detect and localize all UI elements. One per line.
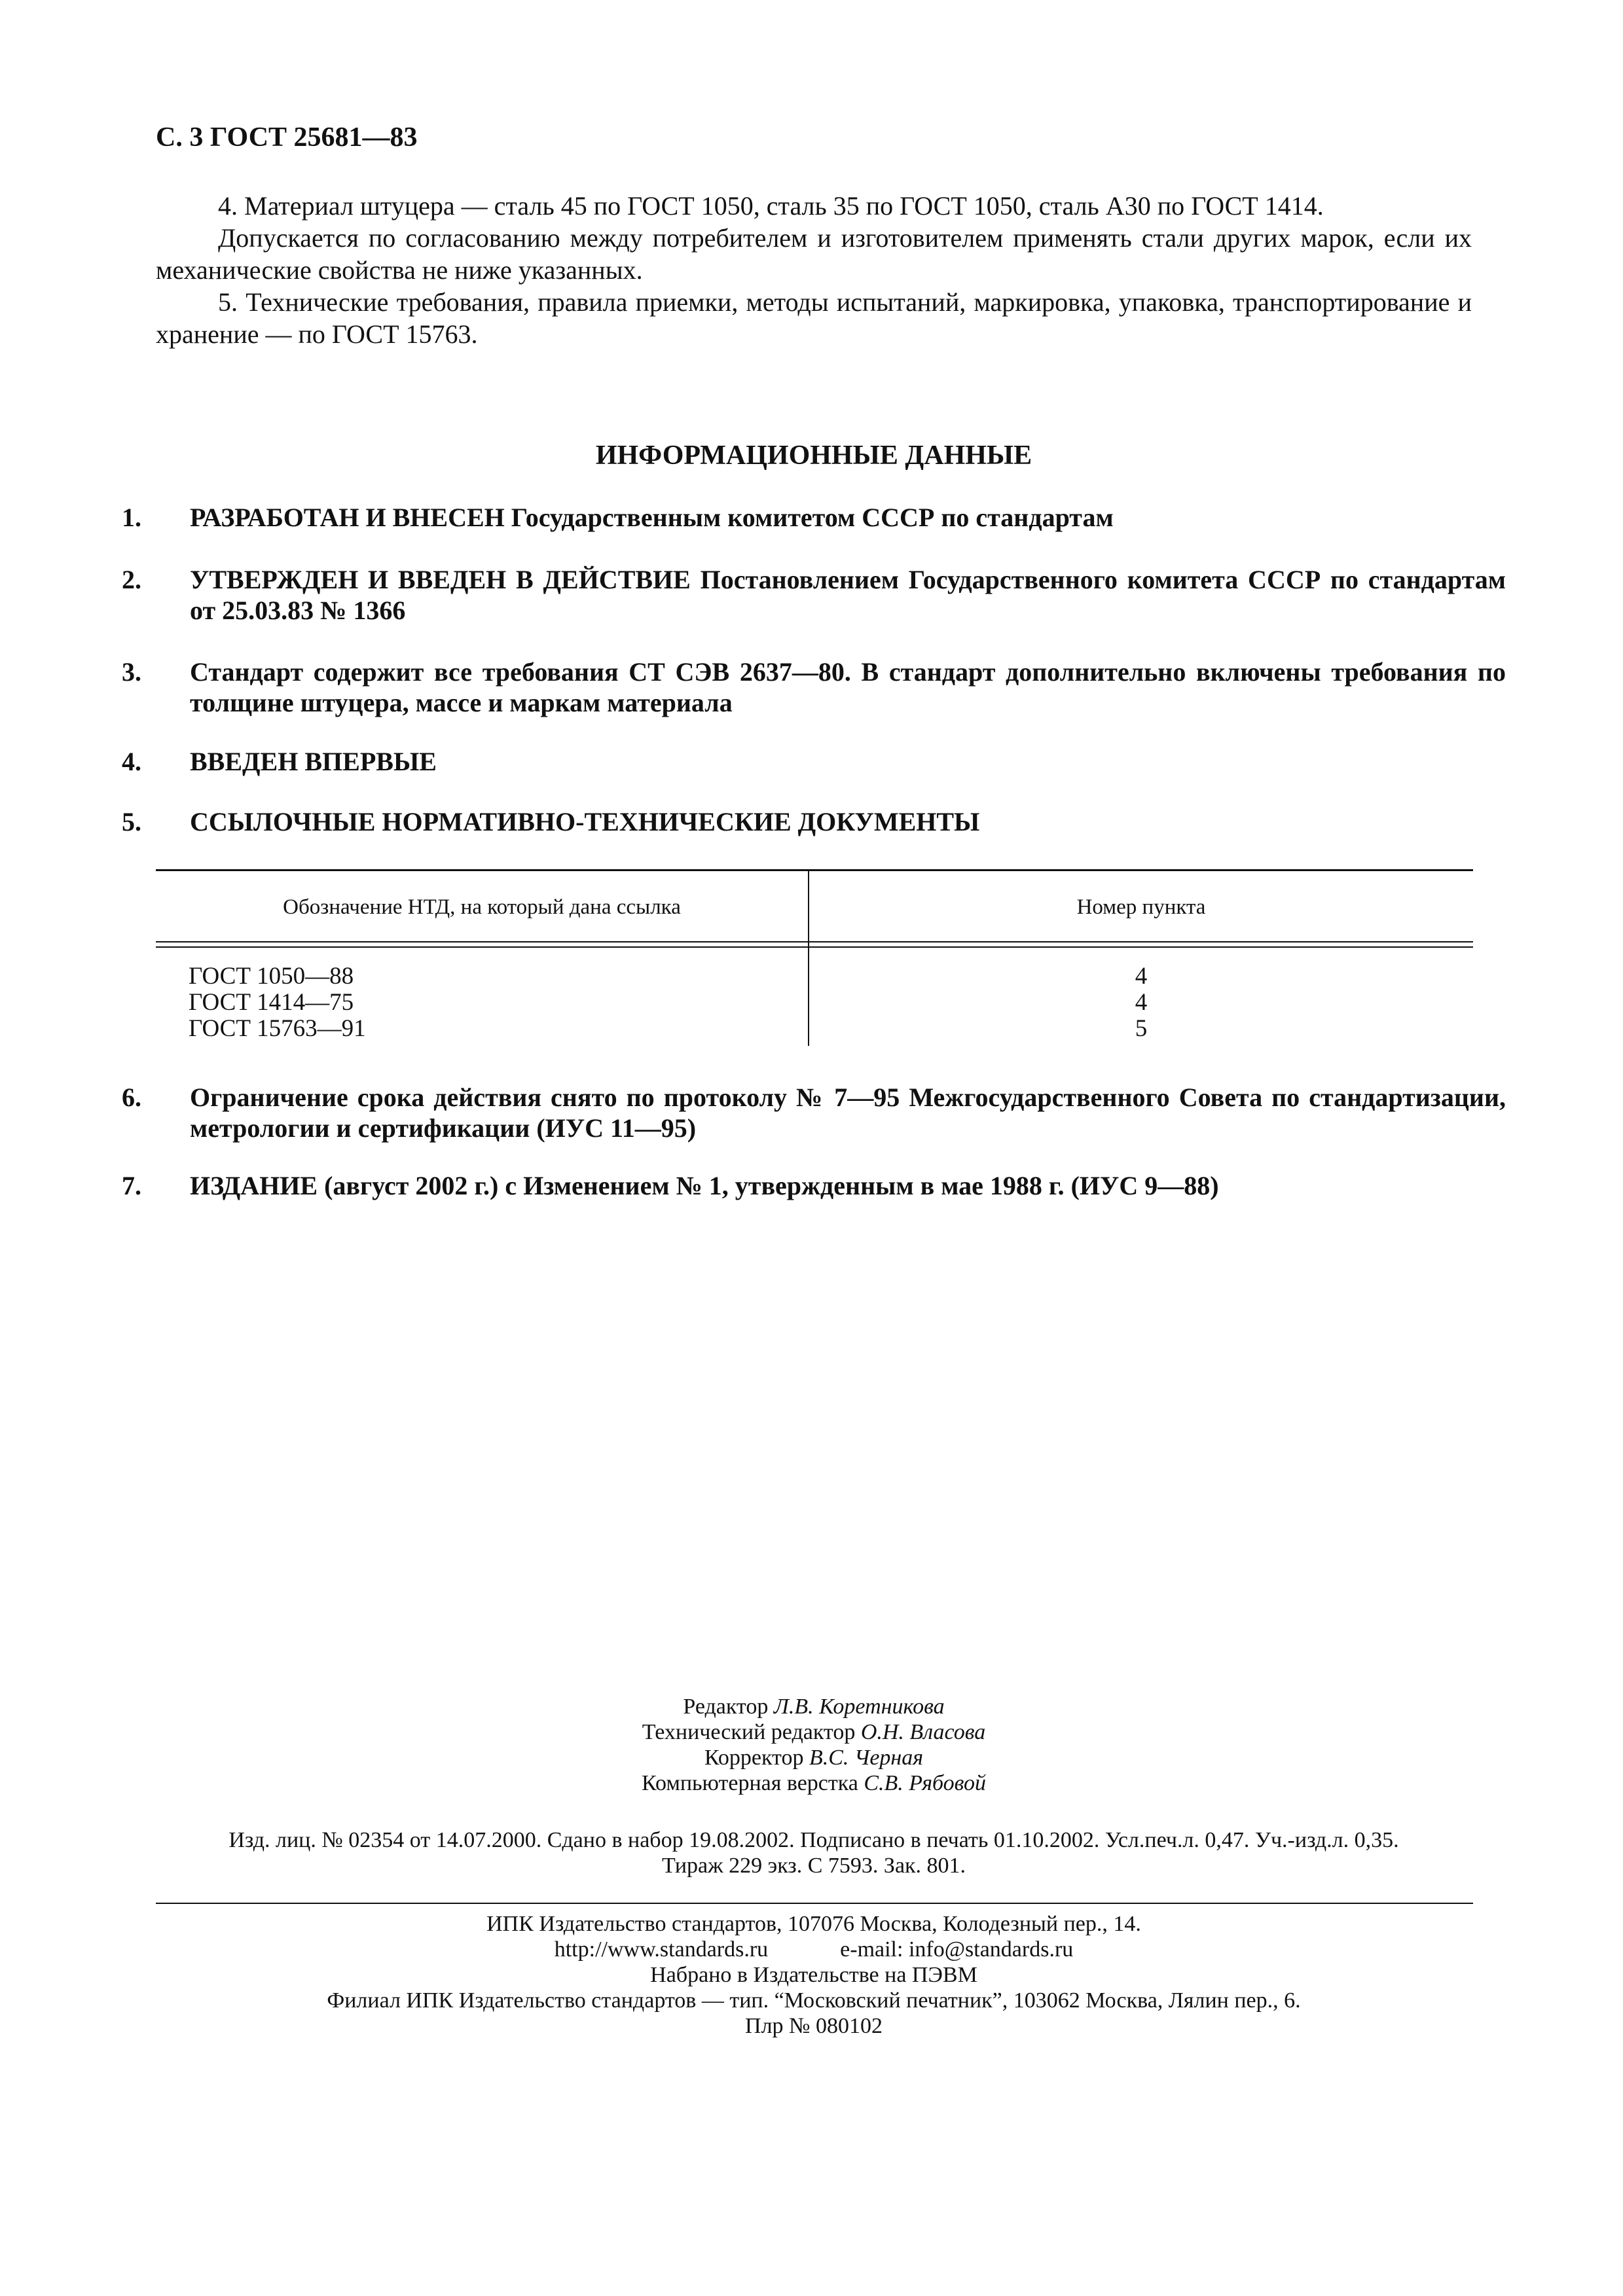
credit-editor bbox=[156, 1694, 1472, 1719]
credit-tech-editor bbox=[156, 1719, 1472, 1745]
info-item-number: 5. bbox=[122, 807, 141, 836]
credit-name: О.Н. Власова bbox=[860, 1720, 986, 1744]
publication-line: Тираж 229 экз. С 7593. Зак. 801. bbox=[661, 1854, 966, 1878]
info-item-5 bbox=[122, 806, 1506, 837]
info-item-text: ИЗДАНИЕ (август 2002 г.) с Изменением № 1, утвержденным в мае 1988 г. (ИУС 9—88) bbox=[190, 1171, 1219, 1200]
table-cell-clause: 4 bbox=[1135, 989, 1148, 1016]
publisher-line: Плр № 080102 bbox=[745, 2014, 883, 2038]
reference-table bbox=[156, 869, 1473, 1046]
table-cell-document: ГОСТ 1414—75 bbox=[189, 989, 354, 1016]
info-item-3 bbox=[122, 656, 1506, 718]
publication-line: Изд. лиц. № 02354 от 14.07.2000. Сдано в набор 19.08.2002. Подписано в печать 01.10.2002. Усл.печ.л. 0,47. Уч.-изд.л. 0,35. bbox=[228, 1828, 1399, 1852]
table-cell-clause: 4 bbox=[1135, 963, 1148, 990]
credit-role: Редактор bbox=[683, 1695, 769, 1719]
paragraph-5: 5. Технические требования, правила приемки, методы испытаний, маркировка, упаковка, транспортирование и хранение — по ГОСТ 15763. bbox=[156, 287, 1472, 349]
publisher-line: ИПК Издательство стандартов, 107076 Москва, Колодезный пер., 14. bbox=[486, 1912, 1141, 1936]
table-header-clause: Номер пункта bbox=[1076, 895, 1206, 919]
credit-role: Технический редактор bbox=[642, 1720, 856, 1744]
info-item-text: Ограничение срока действия снято по протоколу № 7—95 Межгосударственного Совета по стандартизации, метрологии и сертификации (ИУС 11—95) bbox=[190, 1083, 1506, 1143]
info-item-text: УТВЕРЖДЕН И ВВЕДЕН В ДЕЙСТВИЕ Постановлением Государственного комитета СССР по стандартам от 25.03.83 № 1366 bbox=[190, 565, 1506, 625]
credit-name: С.В. Рябовой bbox=[864, 1771, 986, 1795]
info-item-text: Стандарт содержит все требования СТ СЭВ 2637—80. В стандарт дополнительно включены требования по толщине штуцера, массе и маркам материала bbox=[190, 657, 1506, 717]
info-item-number: 7. bbox=[122, 1171, 141, 1200]
info-item-number: 2. bbox=[122, 565, 141, 594]
info-item-text: ССЫЛОЧНЫЕ НОРМАТИВНО-ТЕХНИЧЕСКИЕ ДОКУМЕНТЫ bbox=[190, 807, 980, 836]
table-header-document: Обозначение НТД, на который дана ссылка bbox=[283, 895, 681, 919]
table-rule bbox=[156, 869, 1473, 871]
table-column-documents bbox=[189, 963, 366, 1042]
info-item-1 bbox=[122, 502, 1506, 533]
info-item-number: 6. bbox=[122, 1083, 141, 1112]
info-item-4 bbox=[122, 746, 1506, 777]
credit-role: Компьютерная верстка bbox=[641, 1771, 858, 1795]
info-item-text: ВВЕДЕН ВПЕРВЫЕ bbox=[190, 747, 437, 776]
credit-layout bbox=[156, 1770, 1472, 1796]
info-item-number: 4. bbox=[122, 747, 141, 776]
info-item-2 bbox=[122, 564, 1506, 626]
table-rule bbox=[156, 946, 1473, 948]
table-cell-clause: 5 bbox=[1135, 1015, 1148, 1042]
credit-proofreader bbox=[156, 1745, 1472, 1770]
credit-role: Корректор bbox=[704, 1746, 804, 1770]
publisher-line: Филиал ИПК Издательство стандартов — тип. “Московский печатник”, 103062 Москва, Лялин пер., 6. bbox=[327, 1988, 1301, 2013]
table-column-clauses bbox=[809, 963, 1473, 1042]
publisher-contacts bbox=[156, 1937, 1472, 1962]
divider bbox=[156, 1903, 1473, 1904]
info-item-7 bbox=[122, 1170, 1506, 1201]
info-item-6 bbox=[122, 1082, 1506, 1143]
publisher-info bbox=[156, 1911, 1472, 2039]
paragraph-4-line2: Допускается по согласованию между потребителем и изготовителем применять стали других марок, если их механические свойства не ниже указанных. bbox=[156, 223, 1472, 285]
table-rule bbox=[156, 941, 1473, 942]
publication-info bbox=[156, 1827, 1472, 1878]
credit-name: В.С. Черная bbox=[809, 1746, 924, 1770]
info-item-text: РАЗРАБОТАН И ВНЕСЕН Государственным комитетом СССР по стандартам bbox=[190, 503, 1114, 532]
website-link[interactable]: http://www.standards.ru bbox=[554, 1937, 769, 1962]
info-item-number: 1. bbox=[122, 503, 141, 532]
paragraph-4-line1: 4. Материал штуцера — сталь 45 по ГОСТ 1050, сталь 35 по ГОСТ 1050, сталь А30 по ГОСТ 1414. bbox=[218, 191, 1324, 221]
info-item-number: 3. bbox=[122, 657, 141, 687]
page-header: С. 3 ГОСТ 25681—83 bbox=[156, 122, 418, 152]
table-cell-document: ГОСТ 15763—91 bbox=[189, 1015, 366, 1042]
credit-name: Л.В. Коретникова bbox=[773, 1695, 945, 1719]
credits-block bbox=[156, 1694, 1472, 1796]
info-title: ИНФОРМАЦИОННЫЕ ДАННЫЕ bbox=[595, 440, 1032, 471]
publisher-line: Набрано в Издательстве на ПЭВМ bbox=[650, 1963, 977, 1987]
email-link[interactable]: e-mail: info@standards.ru bbox=[840, 1937, 1074, 1962]
table-cell-document: ГОСТ 1050—88 bbox=[189, 963, 354, 990]
